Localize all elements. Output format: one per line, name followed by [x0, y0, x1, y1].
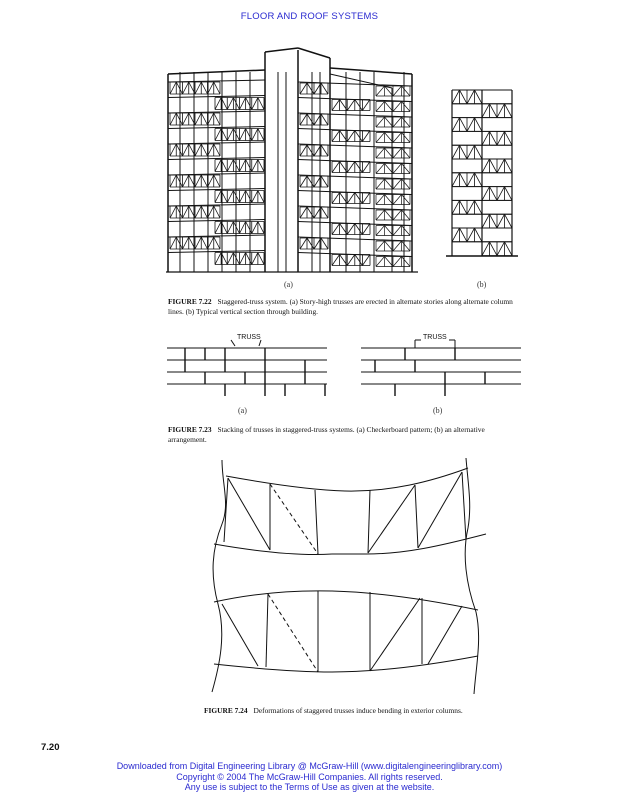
figure-7-23-label-a: (a)	[238, 406, 247, 415]
footer-line-2: Copyright © 2004 The McGraw-Hill Companies. All rights reserved.	[176, 771, 443, 782]
figure-7-22-caption	[168, 297, 520, 317]
running-head: FLOOR AND ROOF SYSTEMS	[240, 11, 379, 22]
figure-7-24-caption	[204, 706, 494, 716]
figure-7-24-deformation-drawing	[200, 454, 500, 700]
page-number: 7.20	[41, 742, 60, 753]
figure-7-22-number: FIGURE 7.22	[168, 297, 212, 306]
truss-label-left: TRUSS	[237, 334, 261, 341]
figure-7-22-caption-text: Staggered-truss system. (a) Story-high trusses are erected in alternate stories along alternate column lines. (b) Typical vertical section through building.	[168, 297, 513, 316]
figure-7-22-label-a: (a)	[284, 280, 293, 289]
figure-7-23-number: FIGURE 7.23	[168, 425, 212, 434]
footer	[0, 761, 619, 793]
footer-line-3: Any use is subject to the Terms of Use as given at the website.	[184, 782, 435, 793]
figure-7-24-caption-text: Deformations of staggered trusses induce bending in exterior columns.	[253, 706, 463, 715]
figure-7-22a-building-drawing	[160, 44, 422, 276]
figure-7-22b-section-drawing	[446, 86, 522, 262]
truss-label-right: TRUSS	[423, 334, 447, 341]
figure-7-24-number: FIGURE 7.24	[204, 706, 248, 715]
figure-7-22-label-b: (b)	[477, 280, 487, 289]
figure-7-23-label-b: (b)	[433, 406, 443, 415]
figure-7-23-stacking-drawing	[165, 326, 525, 404]
figure-7-23-caption-text: Stacking of trusses in staggered-truss systems. (a) Checkerboard pattern; (b) an alternative arrangement.	[168, 425, 485, 444]
figure-7-23-caption	[168, 425, 520, 445]
footer-line-1: Downloaded from Digital Engineering Library @ McGraw-Hill (www.digitalengineeringlibrary.com)	[116, 761, 503, 771]
